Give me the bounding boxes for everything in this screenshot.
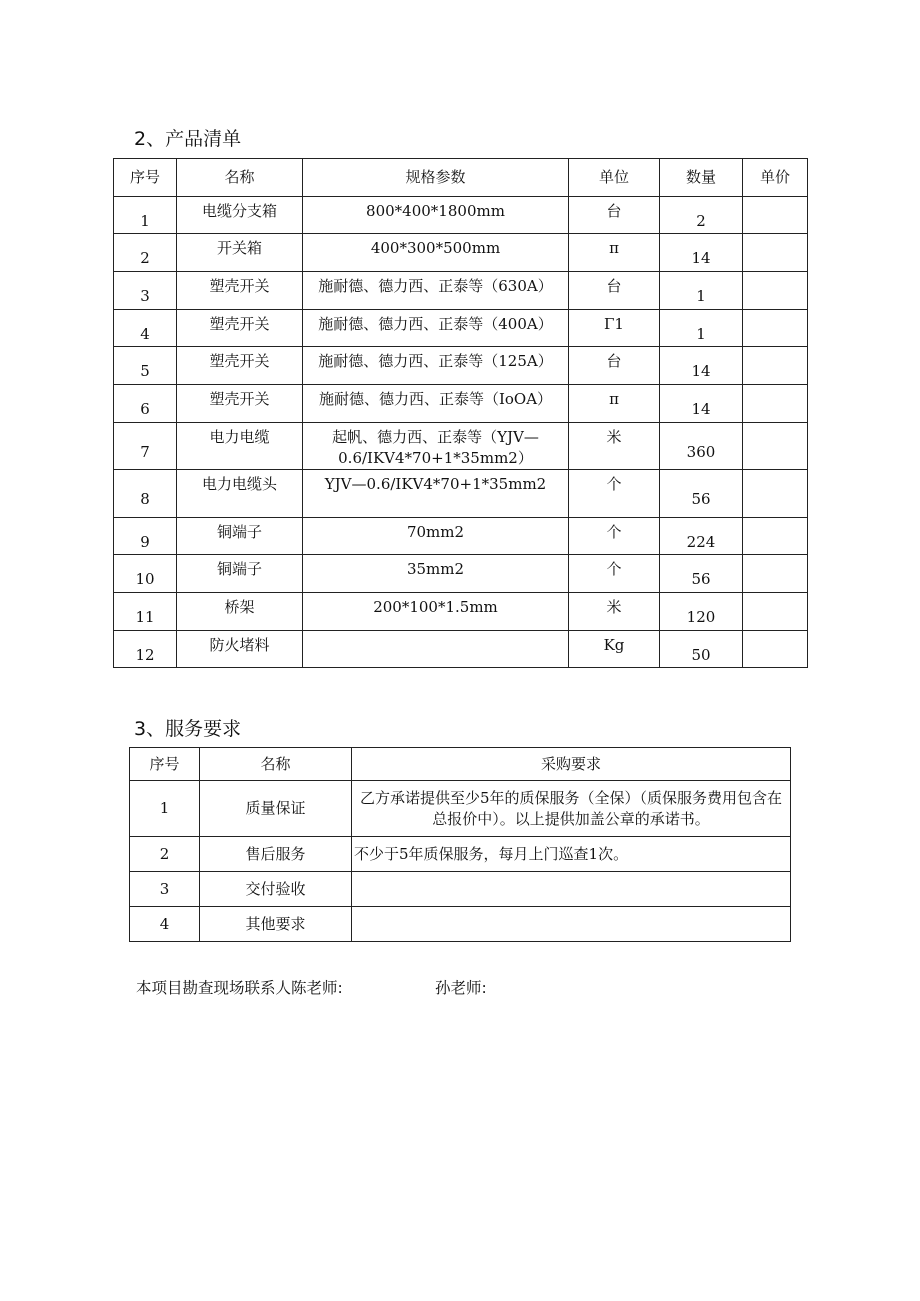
requirement-text: [352, 872, 791, 907]
row-number: 2: [114, 234, 177, 272]
table-row: [114, 518, 808, 555]
requirement-name: 其他要求: [200, 907, 352, 942]
item-name: 塑壳开关: [177, 310, 303, 347]
item-quantity: 224: [660, 518, 743, 555]
header-cell: 采购要求: [352, 748, 791, 781]
item-price: [743, 347, 808, 385]
header-cell: 单价: [743, 159, 808, 197]
item-unit: 台: [569, 347, 660, 385]
row-number: 3: [114, 272, 177, 310]
table-row: [130, 872, 791, 907]
item-spec: 施耐德、德力西、正泰等（125A）: [303, 347, 569, 385]
row-number: 12: [114, 631, 177, 668]
product-list-table: [113, 158, 808, 668]
table-header-row: [130, 748, 791, 781]
service-requirements-table: [129, 747, 791, 942]
requirement-name: 售后服务: [200, 837, 352, 872]
requirement-text: 乙方承诺提供至少5年的质保服务（全保）（质保服务费用包含在总报价中）。以上提供加盖公章的承诺书。: [352, 781, 791, 837]
item-spec: 400*300*500mm: [303, 234, 569, 272]
item-spec: 起帆、德力西、正泰等（YJV—0.6/IKV4*70+1*35mm2）: [303, 423, 569, 470]
item-name: 开关箱: [177, 234, 303, 272]
item-quantity: 14: [660, 347, 743, 385]
item-unit: π: [569, 234, 660, 272]
row-number: 10: [114, 555, 177, 593]
header-cell: 名称: [177, 159, 303, 197]
item-unit: 米: [569, 423, 660, 470]
item-unit: 个: [569, 518, 660, 555]
item-name: 防火堵料: [177, 631, 303, 668]
row-number: 1: [114, 197, 177, 234]
row-number: 2: [130, 837, 200, 872]
header-cell: 序号: [114, 159, 177, 197]
table-header-row: [114, 159, 808, 197]
item-unit: 个: [569, 470, 660, 518]
row-number: 4: [114, 310, 177, 347]
table-row: [114, 197, 808, 234]
section3-heading: 3、服务要求: [134, 718, 242, 740]
table-row: [114, 593, 808, 631]
table-row: [114, 423, 808, 470]
item-price: [743, 518, 808, 555]
item-name: 电力电缆头: [177, 470, 303, 518]
table-row: [114, 347, 808, 385]
item-unit: π: [569, 385, 660, 423]
item-name: 塑壳开关: [177, 385, 303, 423]
requirement-name: 交付验收: [200, 872, 352, 907]
item-unit: 米: [569, 593, 660, 631]
table-row: [114, 272, 808, 310]
item-price: [743, 555, 808, 593]
item-unit: 台: [569, 272, 660, 310]
table-row: [130, 837, 791, 872]
item-price: [743, 272, 808, 310]
item-unit: 个: [569, 555, 660, 593]
requirement-text: [352, 907, 791, 942]
item-name: 电缆分支箱: [177, 197, 303, 234]
section2-heading: 2、产品清单: [134, 128, 242, 150]
header-cell: 单位: [569, 159, 660, 197]
table-row: [114, 310, 808, 347]
row-number: 9: [114, 518, 177, 555]
table-row: [114, 555, 808, 593]
contact-person-2: 孙老师:: [435, 979, 487, 997]
item-quantity: 1: [660, 310, 743, 347]
item-price: [743, 593, 808, 631]
row-number: 6: [114, 385, 177, 423]
item-spec: YJV—0.6/IKV4*70+1*35mm2: [303, 470, 569, 518]
contact-person-1: 本项目勘查现场联系人陈老师:: [136, 979, 343, 997]
table-row: [114, 385, 808, 423]
item-name: 桥架: [177, 593, 303, 631]
item-quantity: 50: [660, 631, 743, 668]
table-row: [130, 781, 791, 837]
item-spec: [303, 631, 569, 668]
header-cell: 名称: [200, 748, 352, 781]
item-spec: 施耐德、德力西、正泰等（630A）: [303, 272, 569, 310]
item-name: 塑壳开关: [177, 272, 303, 310]
item-name: 铜端子: [177, 518, 303, 555]
item-name: 电力电缆: [177, 423, 303, 470]
table-row: [130, 907, 791, 942]
item-quantity: 360: [660, 423, 743, 470]
item-spec: 70mm2: [303, 518, 569, 555]
item-spec: 200*100*1.5mm: [303, 593, 569, 631]
item-spec: 施耐德、德力西、正泰等（400A）: [303, 310, 569, 347]
item-spec: 施耐德、德力西、正泰等（IoOA）: [303, 385, 569, 423]
row-number: 3: [130, 872, 200, 907]
table-row: [114, 631, 808, 668]
item-quantity: 120: [660, 593, 743, 631]
item-price: [743, 197, 808, 234]
item-name: 塑壳开关: [177, 347, 303, 385]
table-row: [114, 470, 808, 518]
item-price: [743, 470, 808, 518]
item-quantity: 14: [660, 234, 743, 272]
item-spec: 35mm2: [303, 555, 569, 593]
item-price: [743, 423, 808, 470]
item-price: [743, 310, 808, 347]
item-name: 铜端子: [177, 555, 303, 593]
item-unit: Kg: [569, 631, 660, 668]
item-unit: 台: [569, 197, 660, 234]
item-price: [743, 385, 808, 423]
header-cell: 规格参数: [303, 159, 569, 197]
row-number: 5: [114, 347, 177, 385]
row-number: 4: [130, 907, 200, 942]
row-number: 1: [130, 781, 200, 837]
row-number: 11: [114, 593, 177, 631]
requirement-text: 不少于5年质保服务，每月上门巡查1次。: [352, 837, 791, 872]
row-number: 7: [114, 423, 177, 470]
item-spec: 800*400*1800mm: [303, 197, 569, 234]
header-cell: 序号: [130, 748, 200, 781]
item-unit: Γ1: [569, 310, 660, 347]
item-quantity: 14: [660, 385, 743, 423]
header-cell: 数量: [660, 159, 743, 197]
item-quantity: 1: [660, 272, 743, 310]
item-quantity: 56: [660, 470, 743, 518]
item-quantity: 56: [660, 555, 743, 593]
table-row: [114, 234, 808, 272]
requirement-name: 质量保证: [200, 781, 352, 837]
item-quantity: 2: [660, 197, 743, 234]
item-price: [743, 631, 808, 668]
item-price: [743, 234, 808, 272]
row-number: 8: [114, 470, 177, 518]
